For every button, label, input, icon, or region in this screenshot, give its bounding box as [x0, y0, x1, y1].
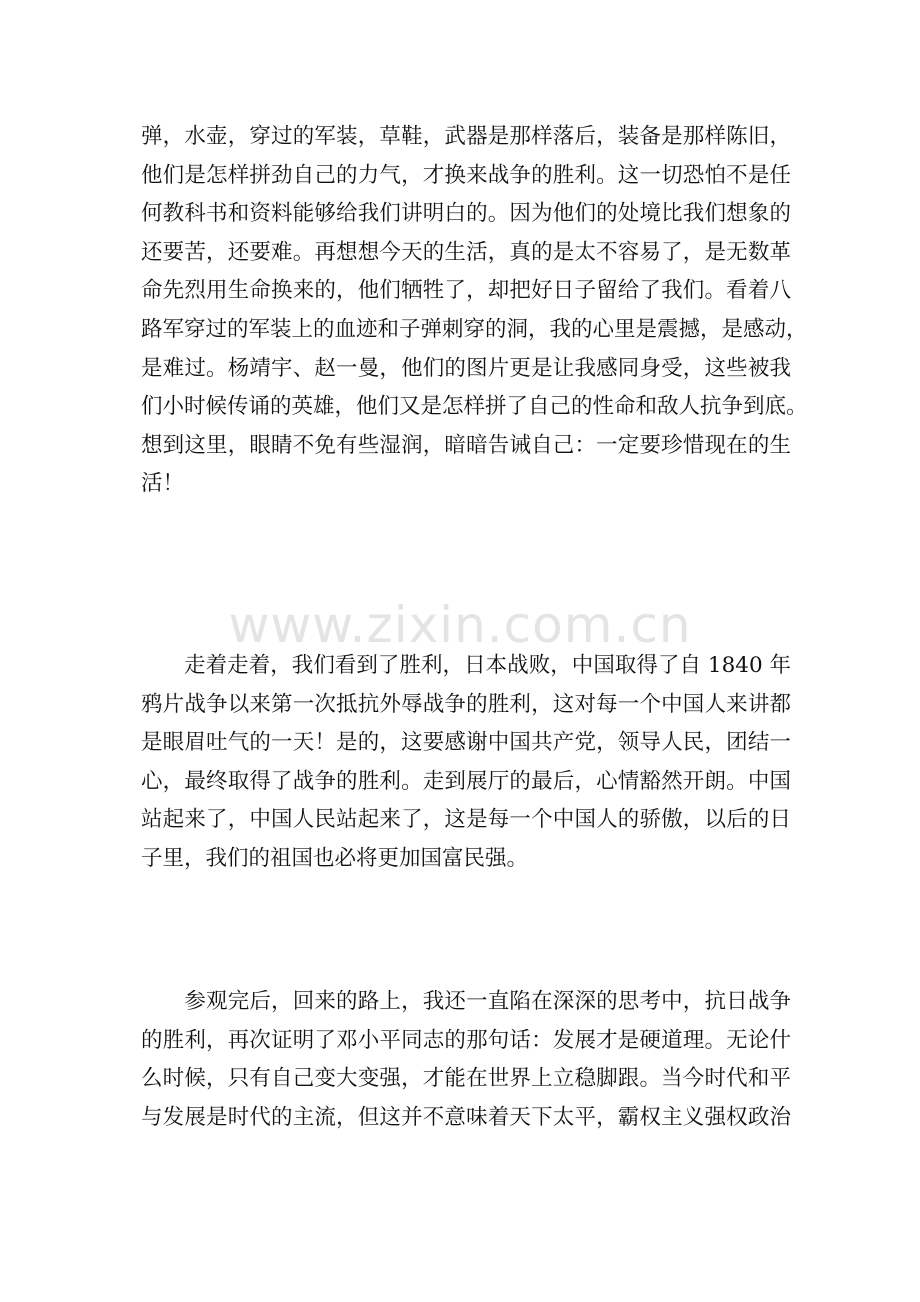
text-line: 子里，我们的祖国也必将更加国富民强。: [141, 845, 529, 871]
text-line: 想到这里，眼睛不免有些湿润，暗暗告诫自己：一定要珍惜现在的生: [141, 432, 791, 458]
text-line: 么时候，只有自己变大变强，才能在世界上立稳脚跟。当今时代和平: [141, 1066, 791, 1092]
text-line: 心，最终取得了战争的胜利。走到展厅的最后，心情豁然开朗。中国: [141, 768, 791, 794]
text-line: 鸦片战争以来第一次抵抗外辱战争的胜利，这对每一个中国人来讲都: [141, 691, 791, 717]
paragraph-3: [141, 983, 791, 1137]
text-line: 路军穿过的军装上的血迹和子弹刺穿的洞，我的心里是震撼，是感动，: [141, 316, 808, 342]
text-line: 的胜利，再次证明了邓小平同志的那句话：发展才是硬道理。无论什: [141, 1027, 791, 1053]
text-line: 他们是怎样拼劲自己的力气，才换来战争的胜利。这一切恐怕不是任: [141, 162, 791, 188]
text-line: 走着走着，我们看到了胜利，日本战败，中国取得了自 1840 年: [141, 653, 791, 678]
text-line: 命先烈用生命换来的，他们牺牲了，却把好日子留给了我们。看着八: [141, 278, 791, 304]
text-line: 弹，水壶，穿过的军装，草鞋，武器是那样落后，装备是那样陈旧，: [141, 124, 791, 149]
text-line: 与发展是时代的主流，但这并不意味着天下太平，霸权主义强权政治: [141, 1104, 791, 1130]
watermark: www.zixin.com.cn: [228, 596, 692, 654]
text-line: 是难过。杨靖宇、赵一曼，他们的图片更是让我感同身受，这些被我: [141, 355, 791, 381]
paragraph-2: [141, 647, 791, 879]
text-line: 站起来了，中国人民站起来了，这是每一个中国人的骄傲，以后的日: [141, 807, 791, 833]
text-line: 参观完后，回来的路上，我还一直陷在深深的思考中，抗日战争: [141, 989, 791, 1014]
paragraph-1: [141, 118, 808, 504]
text-line: 还要苦，还要难。再想想今天的生活，真的是太不容易了，是无数革: [141, 239, 791, 265]
text-line: 活！: [141, 471, 185, 497]
text-line: 是眼眉吐气的一天！是的，这要感谢中国共产党，领导人民，团结一: [141, 730, 791, 756]
text-line: 们小时候传诵的英雄，他们又是怎样拼了自己的性命和敌人抗争到底。: [141, 394, 808, 420]
text-line: 何教科书和资料能够给我们讲明白的。因为他们的处境比我们想象的: [141, 201, 791, 227]
